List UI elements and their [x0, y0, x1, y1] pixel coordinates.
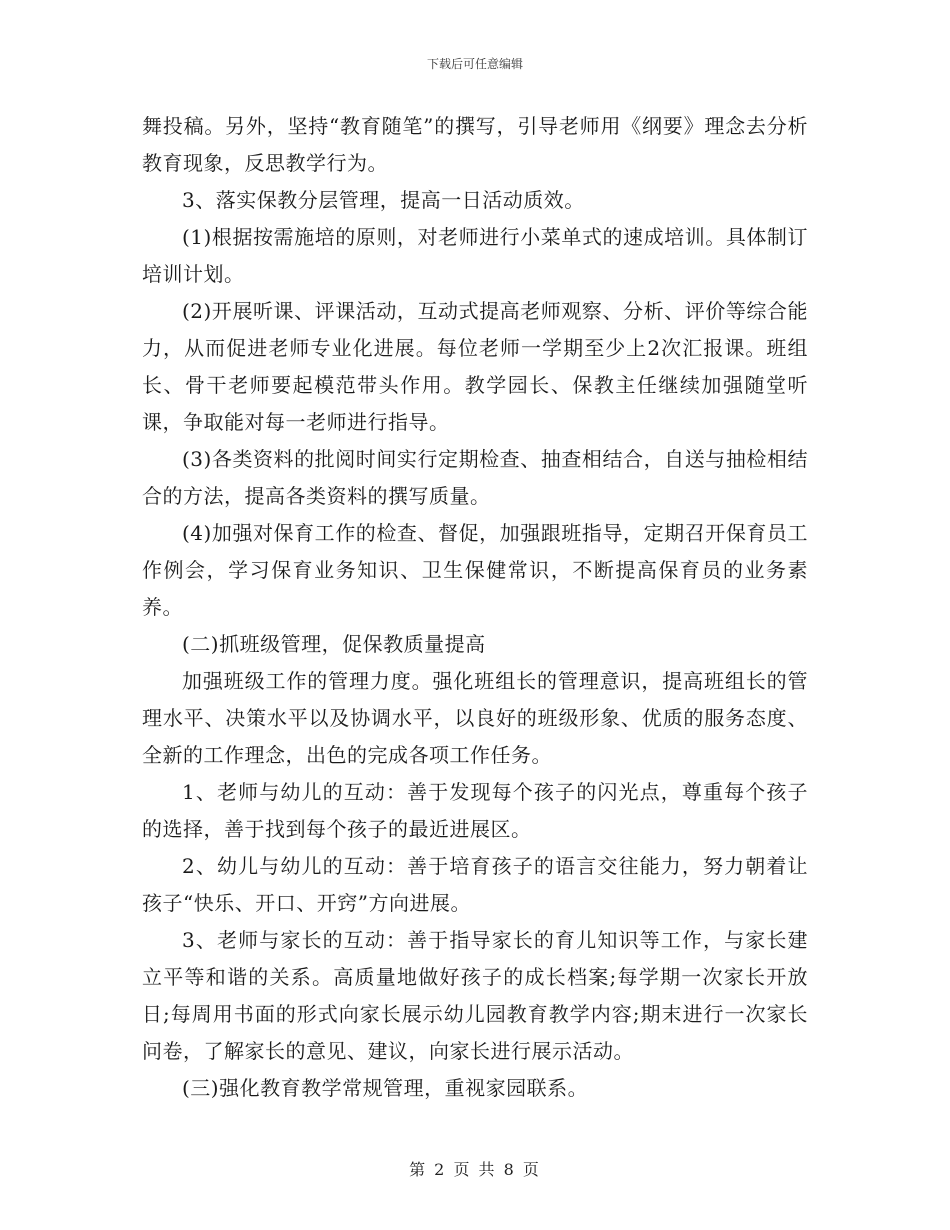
paragraph-6: (4)加强对保育工作的检查、督促，加强跟班指导，定期召开保育员工作例会，学习保育业务知识、卫生保健常识，不断提高保育员的业务素养。 — [142, 521, 808, 619]
paragraph-3: (1)根据按需施培的原则，对老师进行小菜单式的速成培训。具体制订培训计划。 — [142, 225, 808, 286]
paragraph-4: (2)开展听课、评课活动，互动式提高老师观察、分析、评价等综合能力，从而促进老师专业化进展。每位老师一学期至少上2次汇报课。班组长、骨干老师要起模范带头作用。教学园长、保教主任继续加强随堂听课，争取能对每一老师进行指导。 — [142, 299, 808, 434]
page-header: 下载后可任意编辑 — [426, 57, 523, 71]
paragraph-11: 3、老师与家长的互动：善于指导家长的育儿知识等工作，与家长建立平等和谐的关系。高质量地做好孩子的成长档案;每学期一次家长开放日;每周用书面的形式向家长展示幼儿园教育教学内容;期末进行一次家长问卷，了解家长的意见、建议，向家长进行展示活动。 — [142, 928, 808, 1063]
paragraph-1: 舞投稿。另外，坚持“教育随笔”的撰写，引导老师用《纲要》理念去分析教育现象，反思教学行为。 — [142, 114, 808, 175]
paragraph-9: 1、老师与幼儿的互动：善于发现每个孩子的闪光点，尊重每个孩子的选择，善于找到每个孩子的最近进展区。 — [142, 780, 808, 841]
paragraph-5: (3)各类资料的批阅时间实行定期检查、抽查相结合，自送与抽检相结合的方法，提高各类资料的撰写质量。 — [142, 447, 808, 508]
section-heading-2: (二)抓班级管理，促保教质量提高 — [182, 632, 486, 656]
paragraph-8: 加强班级工作的管理力度。强化班组长的管理意识，提高班组长的管理水平、决策水平以及协调水平，以良好的班级形象、优质的服务态度、全新的工作理念，出色的完成各项工作任务。 — [142, 669, 808, 767]
page-footer: 第 2 页 共 8 页 — [409, 1160, 541, 1179]
paragraph-2: 3、落实保教分层管理，提高一日活动质效。 — [182, 188, 585, 212]
document-body — [142, 108, 808, 1107]
paragraph-10: 2、幼儿与幼儿的互动：善于培育孩子的语言交往能力，努力朝着让孩子“快乐、开口、开窍”方向进展。 — [142, 854, 808, 915]
section-heading-3: (三)强化教育教学常规管理，重视家园联系。 — [182, 1076, 589, 1100]
